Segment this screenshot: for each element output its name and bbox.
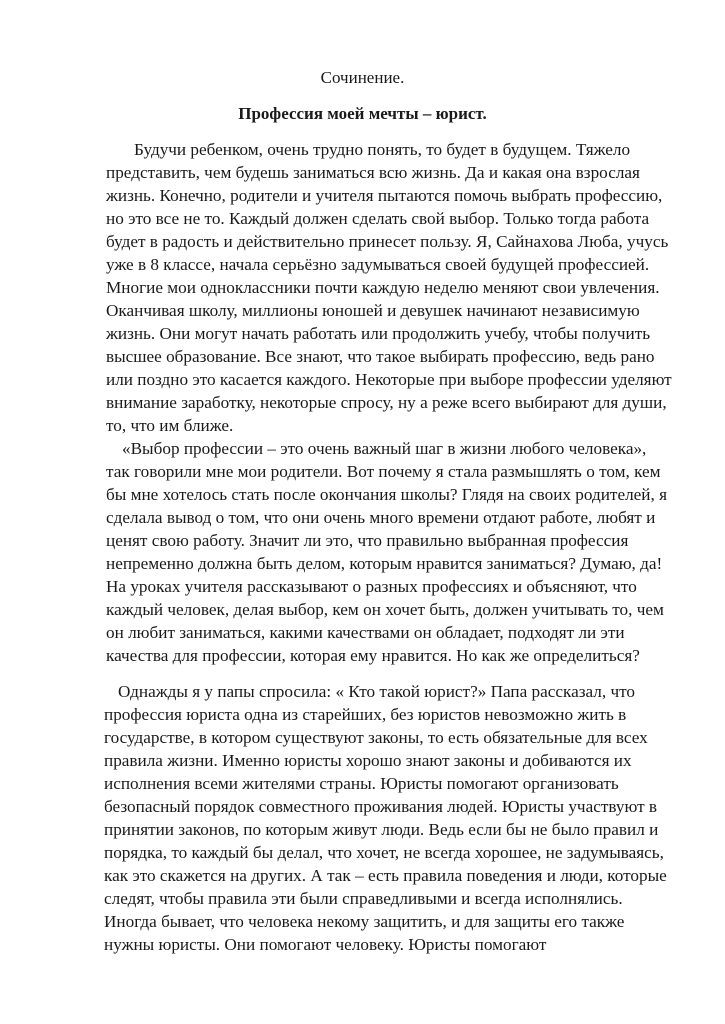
document-genre: Сочинение. (320, 68, 405, 87)
text-line: высшее образование. Все знают, что такое выбирать профессию, ведь рано (106, 347, 655, 366)
text-line: безопасный порядок совместного проживания людей. Юристы участвуют в (104, 797, 657, 816)
text-line: или поздно это касается каждого. Некоторые при выборе профессии уделяют (106, 370, 672, 389)
text-line: внимание заработку, некоторые спросу, ну а реже всего выбирают для души, (106, 393, 667, 412)
paragraph-3 (0, 680, 725, 956)
text-line: Оканчивая школу, миллионы юношей и девушек начинают независимую (106, 301, 640, 320)
text-line: непременно должна быть делом, которым нравится заниматься? Думаю, да! (106, 554, 663, 573)
text-line: так говорили мне мои родители. Вот почему я стала размышлять о том, кем (106, 462, 661, 481)
text-line: Многие мои одноклассники почти каждую неделю меняют свои увлечения. (106, 278, 660, 297)
text-line: «Выбор профессии – это очень важный шаг в жизни любого человека», (122, 439, 647, 458)
text-line: то, что им ближе. (106, 416, 234, 435)
text-line: профессия юриста одна из старейших, без юристов невозможно жить в (104, 705, 627, 724)
text-line: но это все не то. Каждый должен сделать свой выбор. Только тогда работа (106, 209, 650, 228)
paragraph-1 (0, 138, 725, 437)
text-line: уже в 8 классе, начала серьёзно задумываться своей будущей профессией. (106, 255, 650, 274)
text-line: ценят свою работу. Значит ли это, что правильно выбранная профессия (106, 531, 629, 550)
text-line: каждый человек, делая выбор, кем он хочет быть, должен учитывать то, чем (106, 600, 664, 619)
text-line: государстве, в котором существуют законы, то есть обязательные для всех (104, 728, 648, 747)
text-line: исполнения всеми жителями страны. Юристы помогают организовать (104, 774, 619, 793)
text-line: следят, чтобы правила эти были справедливыми и всегда исполнялись. (104, 889, 623, 908)
text-line: Однажды я у папы спросила: « Кто такой юрист?» Папа рассказал, что (118, 682, 635, 701)
text-line: представить, чем будешь заниматься всю жизнь. Да и какая она взрослая (106, 163, 640, 182)
text-line: На уроках учителя рассказывают о разных профессиях и объясняют, что (106, 577, 637, 596)
text-line: качества для профессии, которая ему нравится. Но как же определиться? (106, 646, 640, 665)
text-line: жизнь. Они могут начать работать или продолжить учебу, чтобы получить (106, 324, 651, 343)
text-line: жизнь. Конечно, родители и учителя пытаются помочь выбрать профессию, (106, 186, 663, 205)
text-line: порядка, то каждый бы делал, что хочет, не всегда хорошее, не задумываясь, (104, 843, 664, 862)
text-line: будет в радость и действительно принесет пользу. Я, Сайнахова Люба, учусь (106, 232, 669, 251)
text-line: Будучи ребенком, очень трудно понять, то будет в будущем. Тяжело (134, 140, 631, 159)
paragraph-2 (0, 437, 725, 667)
text-line: нужны юристы. Они помогают человеку. Юристы помогают (104, 935, 547, 954)
text-line: правила жизни. Именно юристы хорошо знают законы и добиваются их (104, 751, 632, 770)
text-line: как это скажется на других. А так – есть правила поведения и люди, которые (104, 866, 667, 885)
text-line: он любит заниматься, какими качествами он обладает, подходят ли эти (106, 623, 625, 642)
text-line: принятии законов, по которым живут люди. Ведь если бы не было правил и (104, 820, 659, 839)
text-line: Иногда бывает, что человека некому защитить, и для защиты его также (104, 912, 625, 931)
text-line: сделала вывод о том, что они очень много времени отдают работе, любят и (106, 508, 656, 527)
document-title: Профессия моей мечты – юрист. (238, 104, 487, 123)
text-line: бы мне хотелось стать после окончания школы? Глядя на своих родителей, я (106, 485, 667, 504)
